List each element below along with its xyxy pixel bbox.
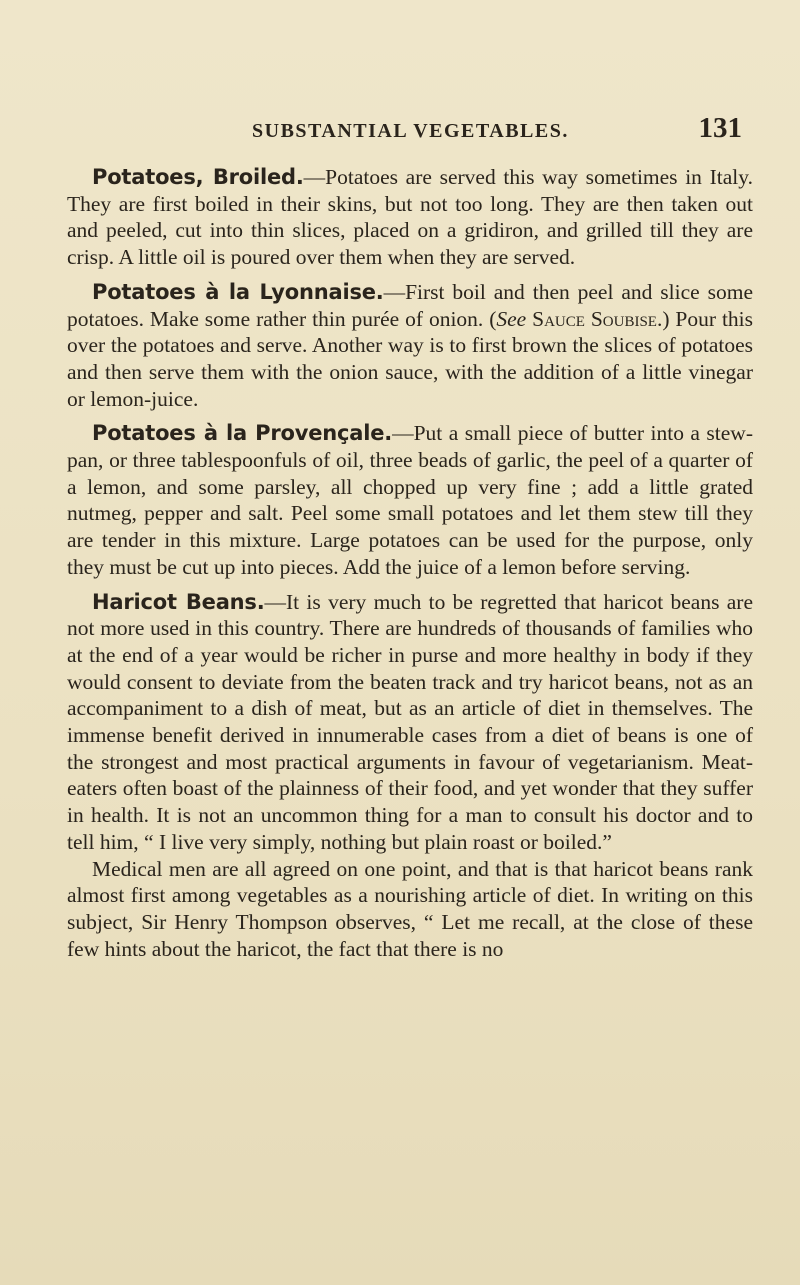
entry-potatoes-broiled bbox=[67, 164, 753, 271]
entry-heading: Potatoes à la Lyonnaise. bbox=[92, 279, 384, 304]
entry-heading: Haricot Beans. bbox=[92, 589, 265, 614]
entry-text: —First boil and then peel and slice some potatoes. Make some rather thin purée of onion. ( bbox=[67, 279, 753, 331]
entry-haricot-continued bbox=[67, 856, 753, 963]
entry-heading: Potatoes à la Provençale. bbox=[92, 421, 393, 446]
running-head: SUBSTANTIAL VEGETABLES. bbox=[252, 120, 569, 142]
entry-text-continued: .) Pour this over the potatoes and serve. Another way is to first brown the slices of potatoes and then serve them with the onion sauce, with the addition of a little vinegar or lemon-juice. bbox=[67, 306, 754, 411]
page-number: 131 bbox=[698, 112, 742, 144]
cross-reference: Sauce Soubise bbox=[532, 306, 657, 331]
entry-text: Medical men are all agreed on one point, and that is that haricot beans rank almost first among vegetables as a nourishing article of diet. In writing on this subject, Sir Henry Thompson observes, “ Let me recall, at the close of these few hints about the haricot, the fact that there is no bbox=[67, 856, 753, 961]
entry-text: —Put a small piece of butter into a stew-pan, or three tablespoonfuls of oil, three beads of garlic, the peel of a quarter of a lemon, and some parsley, all chopped up very fine ; add a little grated nutmeg, pepper and salt. Peel some small potatoes and let them stew till they are tender in this mixture. Large potatoes can be used for the purpose, only they must be cut up into pieces. Add the juice of a lemon before serving. bbox=[67, 421, 753, 579]
page-body bbox=[67, 164, 753, 970]
page-header bbox=[0, 112, 800, 152]
entry-potatoes-lyonnaise bbox=[67, 279, 753, 413]
entry-text: —It is very much to be regretted that haricot beans are not more used in this country. There are hundreds of thousands of families who at the end of a year would be richer in purse and more healthy in body if they would consent to deviate from the beaten track and try haricot beans, not as an accompaniment to a dish of meat, but as an article of diet in themselves. The immense benefit derived in innumerable cases from a diet of beans is one of the strongest and most practical arguments in favour of vegetarianism. Meat-eaters often boast of the plainness of their food, and yet wonder that they suffer in health. It is not an uncommon thing for a man to consult his doctor and to tell him, “ I live very simply, nothing but plain roast or boiled.” bbox=[67, 589, 753, 854]
entry-text: —Potatoes are served this way sometimes in Italy. They are first boiled in their skins, but not too long. They are then taken out and peeled, cut into thin slices, placed on a gridiron, and grilled till they are crisp. A little oil is poured over them when they are served. bbox=[67, 165, 753, 270]
see-reference: See bbox=[496, 306, 527, 331]
entry-haricot-beans bbox=[67, 589, 753, 856]
entry-heading: Potatoes, Broiled. bbox=[92, 165, 304, 189]
entry-potatoes-provencale bbox=[67, 420, 753, 580]
